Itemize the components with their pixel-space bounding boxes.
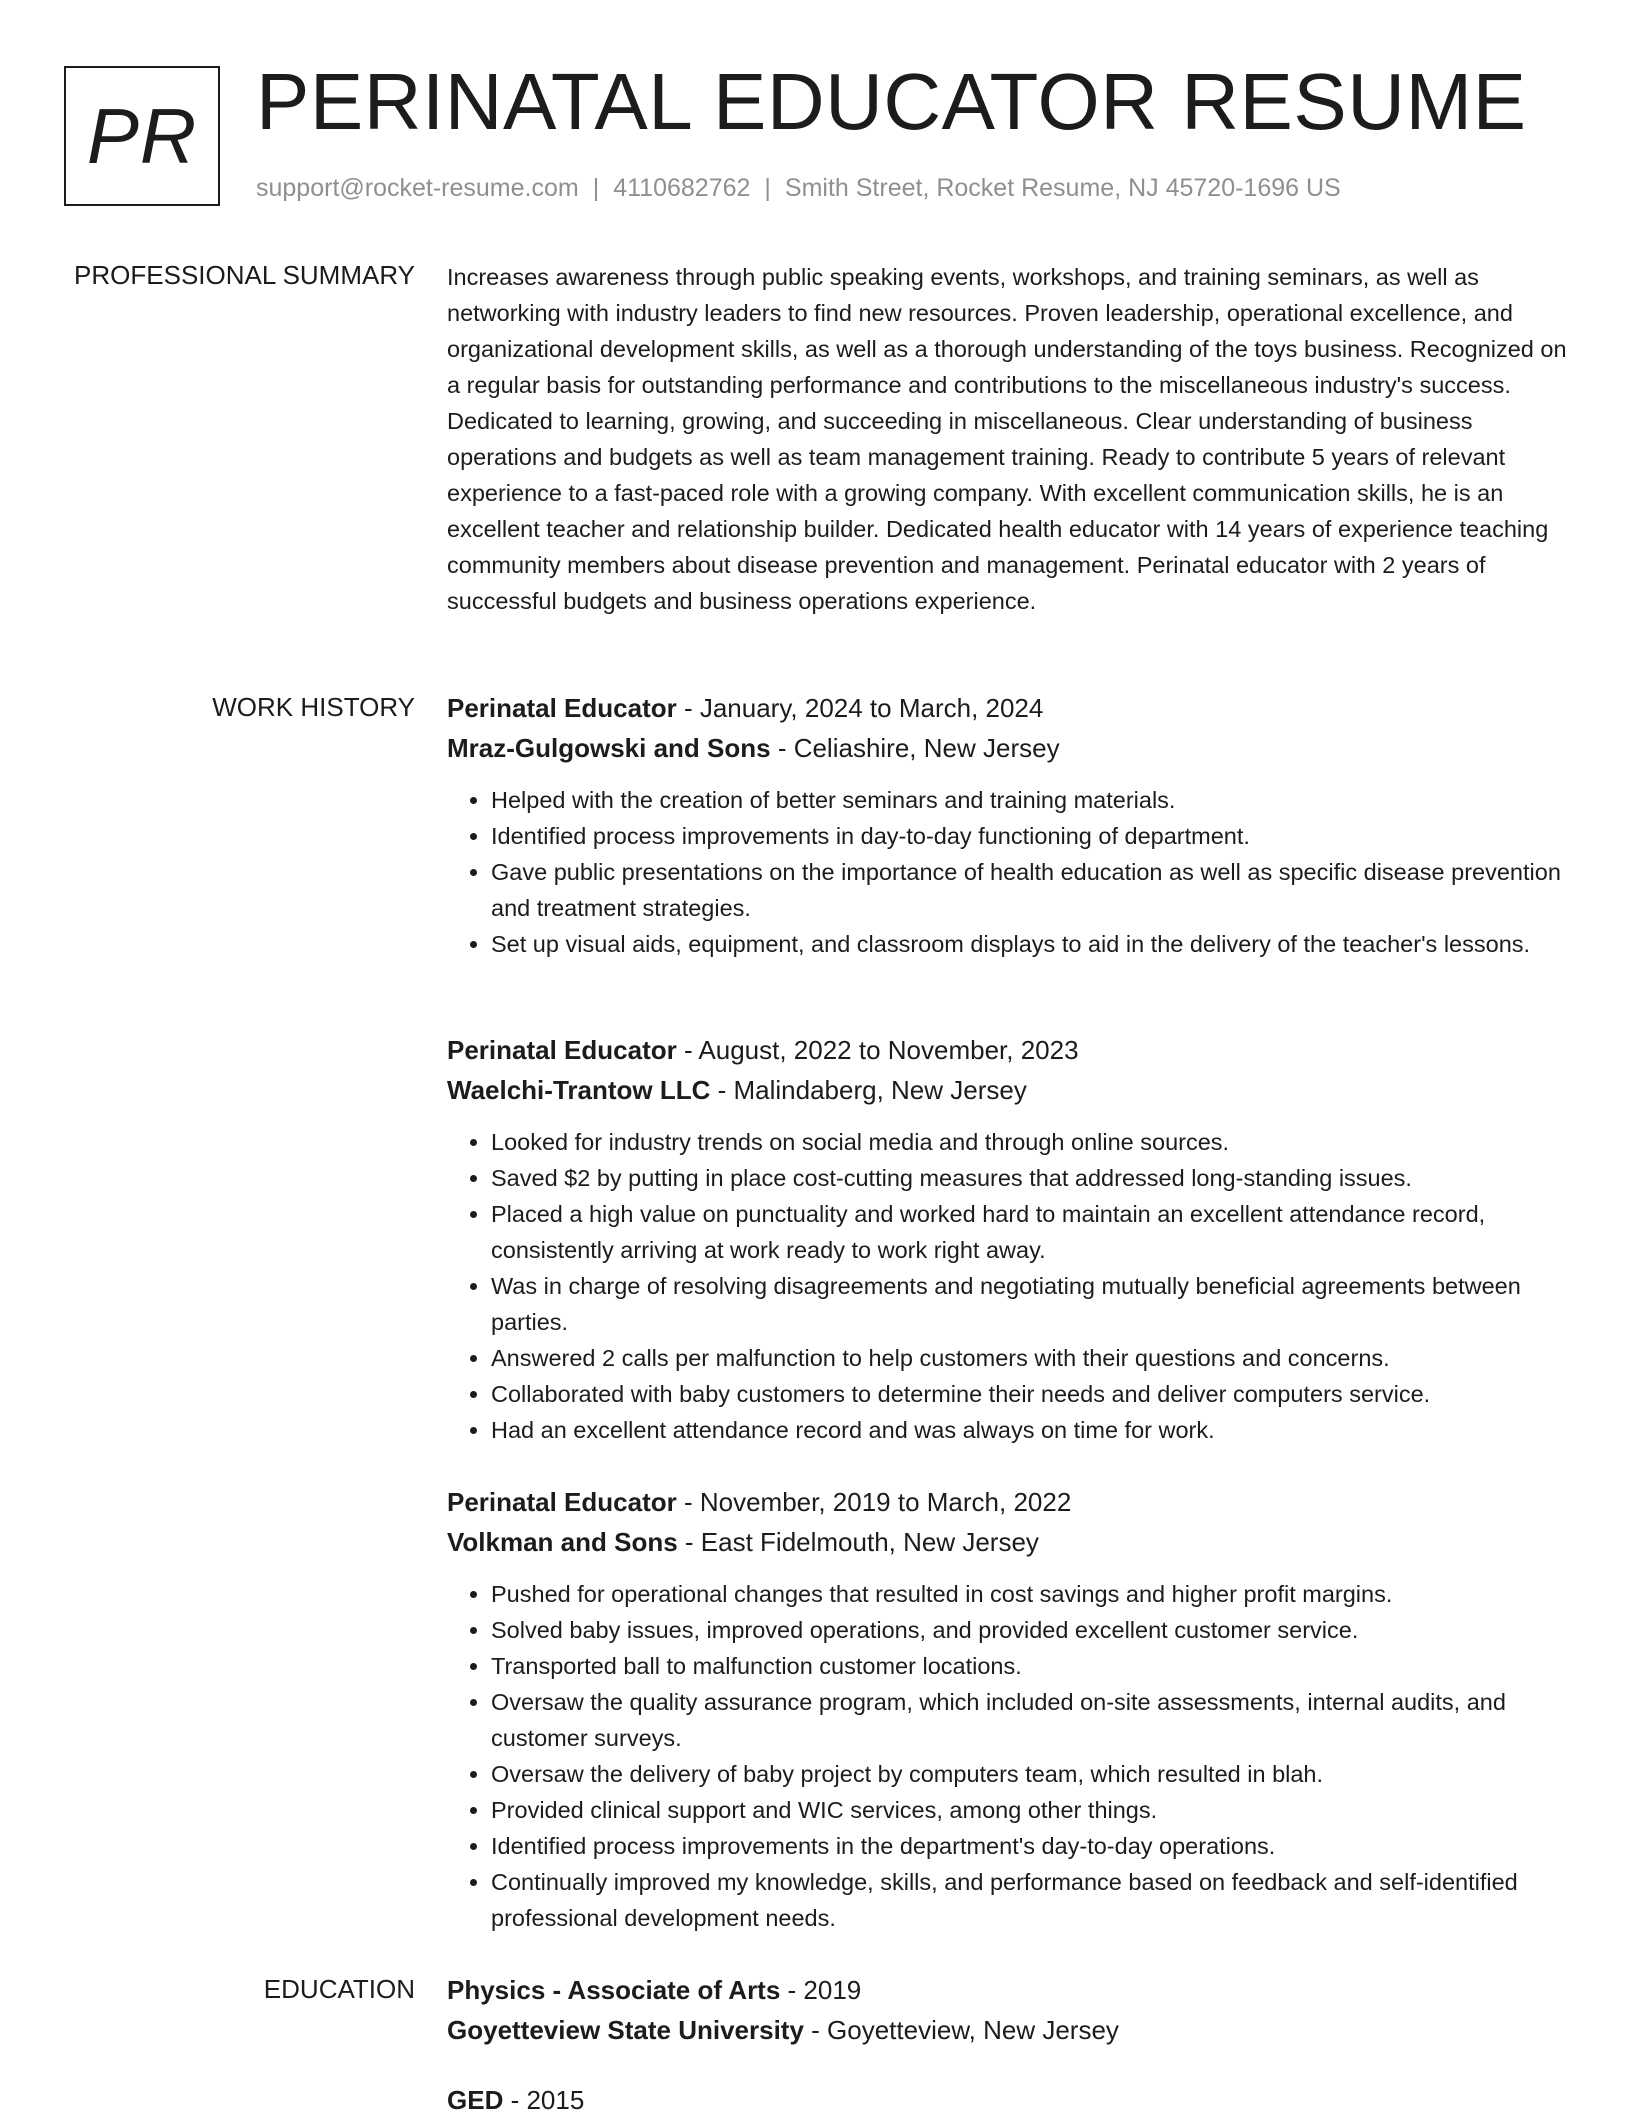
employer-location: - Malindaberg, New Jersey bbox=[710, 1075, 1027, 1105]
school-line bbox=[447, 2010, 1567, 2050]
list-item: • Saved $2 by putting in place cost-cutting measures that addressed long-standing issues. bbox=[491, 1160, 1567, 1196]
education-section-label: EDUCATION bbox=[263, 1974, 415, 2004]
employer-name: Volkman and Sons bbox=[447, 1527, 678, 1557]
list-item: • Transported ball to malfunction customer locations. bbox=[491, 1648, 1567, 1684]
employer-location: - Celiashire, New Jersey bbox=[770, 733, 1060, 763]
job-bullets bbox=[447, 1124, 1567, 1448]
address-text: Smith Street, Rocket Resume, NJ 45720-1696 US bbox=[784, 174, 1341, 202]
list-item: • Looked for industry trends on social media and through online sources. bbox=[491, 1124, 1567, 1160]
employer-name: Mraz-Gulgowski and Sons bbox=[447, 733, 771, 763]
job-entry bbox=[447, 1482, 1567, 1936]
list-item: • Oversaw the delivery of baby project by computers team, which resulted in blah. bbox=[491, 1756, 1567, 1792]
list-item: • Pushed for operational changes that resulted in cost savings and higher profit margins. bbox=[491, 1576, 1567, 1612]
degree-year: - 2015 bbox=[503, 2085, 585, 2115]
degree-line bbox=[447, 1970, 1567, 2010]
separator: | bbox=[764, 174, 771, 202]
job-entry bbox=[447, 688, 1567, 962]
summary-section-label: PROFESSIONAL SUMMARY bbox=[74, 260, 415, 290]
job-title: Perinatal Educator bbox=[447, 1035, 677, 1065]
employer-location: - East Fidelmouth, New Jersey bbox=[677, 1527, 1039, 1557]
job-title-line bbox=[447, 1030, 1567, 1070]
degree-name: Physics - Associate of Arts bbox=[447, 1975, 781, 2005]
monogram-logo: PR bbox=[64, 66, 220, 206]
list-item: • Oversaw the quality assurance program, which included on-site assessments, internal audits, and customer surveys. bbox=[491, 1684, 1567, 1756]
job-dates: - August, 2022 to November, 2023 bbox=[676, 1035, 1079, 1065]
job-title-line bbox=[447, 1482, 1567, 1522]
contact-line bbox=[256, 174, 1341, 203]
list-item: • Answered 2 calls per malfunction to help customers with their questions and concerns. bbox=[491, 1340, 1567, 1376]
work-section-label: WORK HISTORY bbox=[212, 692, 415, 722]
phone-text: 4110682762 bbox=[613, 174, 751, 202]
summary-text: Increases awareness through public speaking events, workshops, and training seminars, as well as networking with industry leaders to find new resources. Proven leadership, operational excellence, and organizational development skills, as well as a thorough understanding of the toys business. Recognized on a regular basis for outstanding performance and contributions to the miscellaneous industry's success. Dedicated to learning, growing, and succeeding in miscellaneous. Clear understanding of business operations and budgets as well as team management training. Ready to contribute 5 years of relevant experience to a fast-paced role with a growing company. With excellent communication skills, he is an excellent teacher and relationship builder. Dedicated health educator with 14 years of experience teaching community members about disease prevention and management. Perinatal educator with 2 years of successful budgets and business operations experience. bbox=[447, 264, 1567, 614]
school-location: - Goyetteview, New Jersey bbox=[803, 2015, 1119, 2045]
list-item: • Identified process improvements in day-to-day functioning of department. bbox=[491, 818, 1567, 854]
list-item: • Placed a high value on punctuality and worked hard to maintain an excellent attendance record, consistently arriving at work ready to work right away. bbox=[491, 1196, 1567, 1268]
degree-line bbox=[447, 2080, 1567, 2120]
list-item: • Identified process improvements in the department's day-to-day operations. bbox=[491, 1828, 1567, 1864]
email-text: support@rocket-resume.com bbox=[256, 174, 579, 202]
job-title: Perinatal Educator bbox=[447, 693, 677, 723]
list-item: • Continually improved my knowledge, skills, and performance based on feedback and self-identified professional development needs. bbox=[491, 1864, 1567, 1936]
school-name: Goyetteview State University bbox=[447, 2015, 804, 2045]
job-dates: - January, 2024 to March, 2024 bbox=[676, 693, 1044, 723]
separator: | bbox=[592, 174, 600, 202]
job-title: Perinatal Educator bbox=[447, 1487, 677, 1517]
job-bullets bbox=[447, 782, 1567, 962]
list-item: • Was in charge of resolving disagreements and negotiating mutually beneficial agreements between parties. bbox=[491, 1268, 1567, 1340]
summary-section bbox=[447, 259, 1567, 619]
employer-line bbox=[447, 1070, 1567, 1110]
education-entry bbox=[447, 2080, 1567, 2120]
list-item: • Set up visual aids, equipment, and classroom displays to aid in the delivery of the teacher's lessons. bbox=[491, 926, 1567, 962]
list-item: • Collaborated with baby customers to determine their needs and deliver computers service. bbox=[491, 1376, 1567, 1412]
employer-line bbox=[447, 728, 1567, 768]
list-item: • Provided clinical support and WIC services, among other things. bbox=[491, 1792, 1567, 1828]
education-entry bbox=[447, 1970, 1567, 2050]
resume-title: PERINATAL EDUCATOR RESUME bbox=[256, 57, 1527, 146]
list-item: • Had an excellent attendance record and was always on time for work. bbox=[491, 1412, 1567, 1448]
employer-line bbox=[447, 1522, 1567, 1562]
degree-name: GED bbox=[447, 2085, 504, 2115]
employer-name: Waelchi-Trantow LLC bbox=[447, 1075, 711, 1105]
job-entry bbox=[447, 1030, 1567, 1448]
list-item: • Helped with the creation of better seminars and training materials. bbox=[491, 782, 1567, 818]
job-dates: - November, 2019 to March, 2022 bbox=[676, 1487, 1072, 1517]
degree-year: - 2019 bbox=[780, 1975, 862, 2005]
list-item: • Gave public presentations on the importance of health education as well as specific disease prevention and treatment strategies. bbox=[491, 854, 1567, 926]
list-item: • Solved baby issues, improved operations, and provided excellent customer service. bbox=[491, 1612, 1567, 1648]
job-bullets bbox=[447, 1576, 1567, 1936]
job-title-line bbox=[447, 688, 1567, 728]
